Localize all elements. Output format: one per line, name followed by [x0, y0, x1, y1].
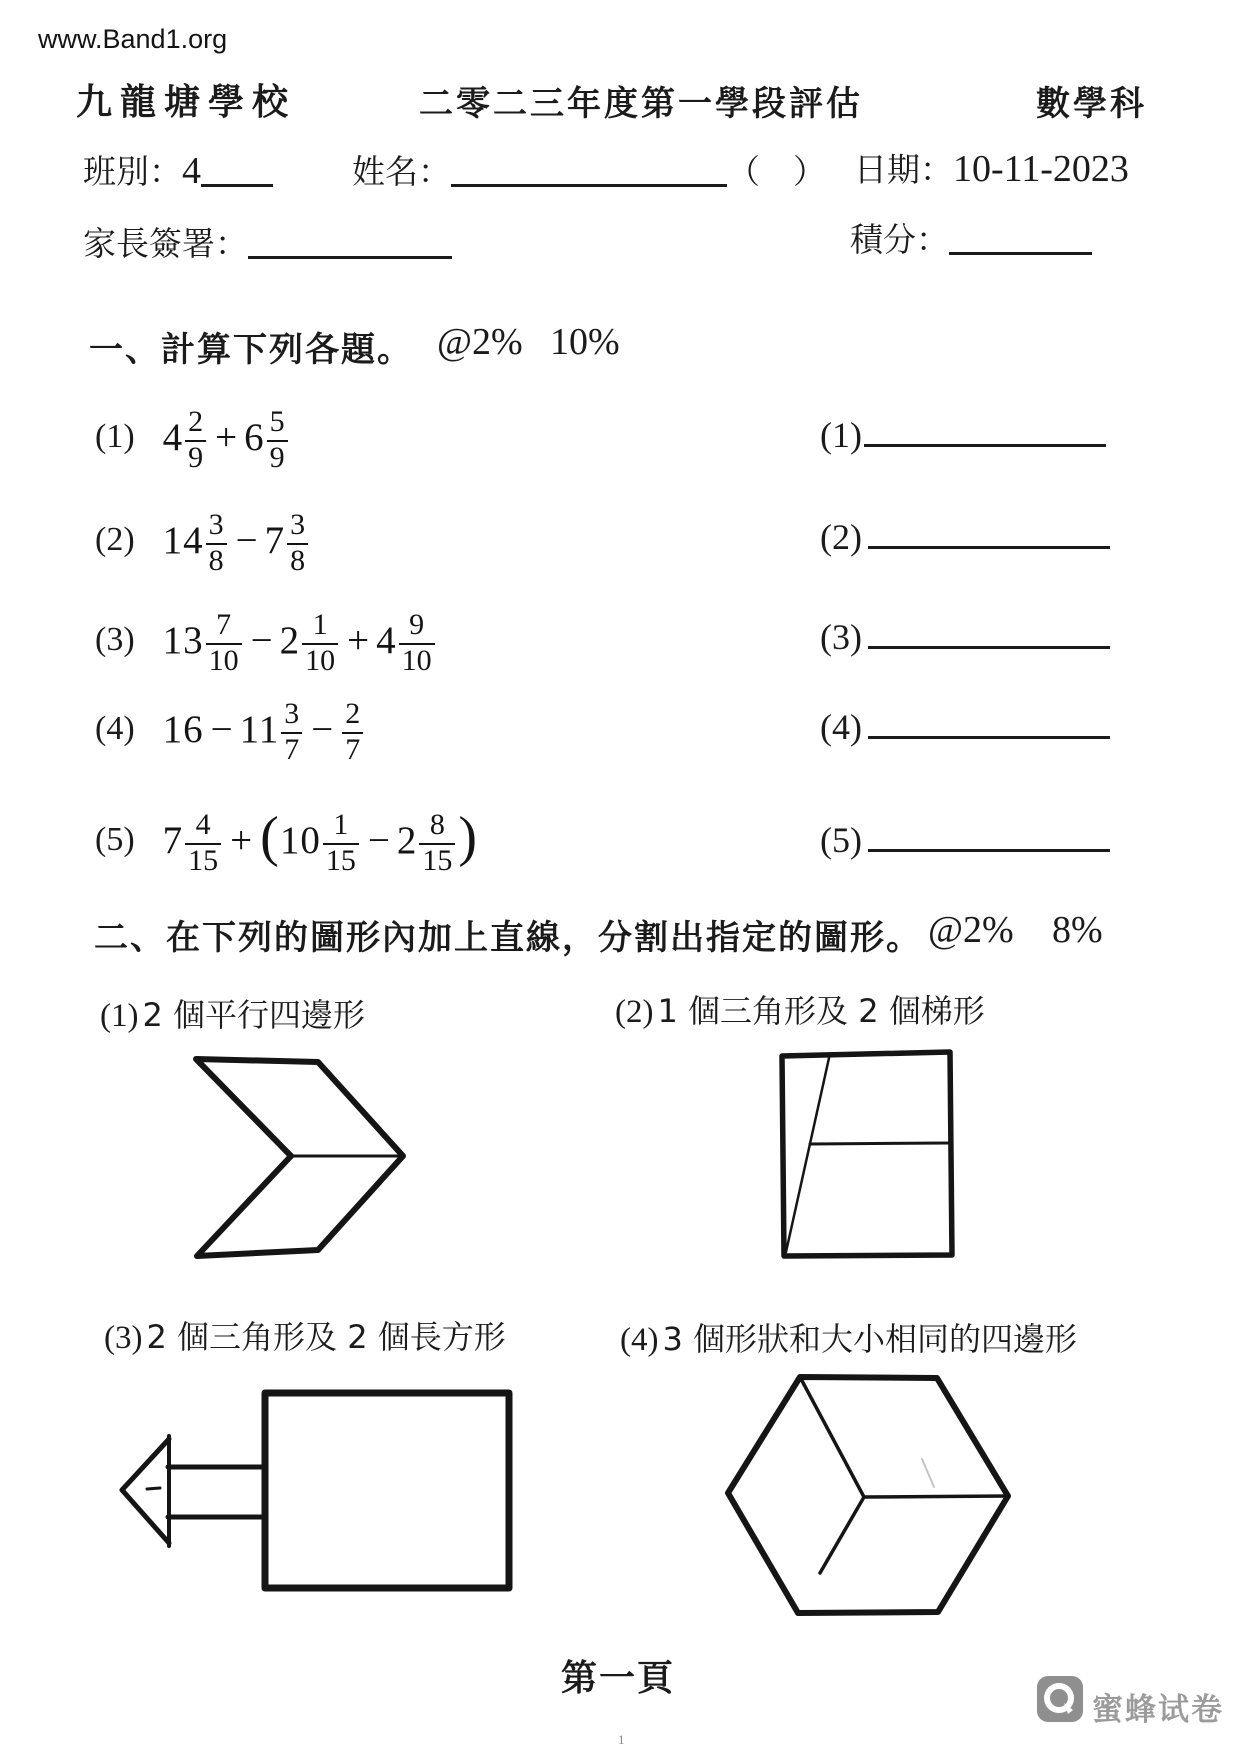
- item-number: (1): [100, 998, 139, 1034]
- section1-total-mark: 10%: [550, 321, 620, 363]
- section2-total-mark: 8%: [1052, 909, 1103, 951]
- answer-row-2: [820, 502, 1110, 558]
- watermark-url: www.Band1.org: [38, 24, 228, 54]
- item-number: (2): [615, 994, 654, 1030]
- problem-number: (4): [95, 710, 135, 747]
- section1-per-mark: @2%: [437, 321, 523, 363]
- square-shape: [782, 1052, 952, 1256]
- answer-number: (5): [820, 820, 862, 860]
- school-name: 九龍塘學校: [76, 82, 297, 123]
- section2-item-1-label: [100, 990, 365, 1036]
- item-number: (3): [104, 1320, 143, 1356]
- date-field: [854, 144, 1129, 191]
- answer-number: (2): [820, 517, 862, 557]
- problem-expression: 13 7 10 − 2 1 10 + 4 9 10: [163, 607, 437, 673]
- problem-number: (3): [95, 621, 135, 658]
- section2-item-4-label: [620, 1314, 1077, 1360]
- problem-row-1: [95, 397, 290, 477]
- item-text: 2 個平行四邊形: [142, 996, 366, 1034]
- class-value: 4: [182, 150, 201, 192]
- answer-row-3: [820, 602, 1110, 658]
- problem-expression: 16 − 11 3 7 − $\frac{2}{7}$: [163, 696, 366, 762]
- stray-mark: 1: [618, 1732, 625, 1747]
- problem-expression: 14 3 8 − 7 3 8: [163, 507, 311, 573]
- answer-blank: [864, 400, 1106, 447]
- problem-row-2: [95, 500, 310, 580]
- arrow-rectangle-shape: [122, 1393, 509, 1588]
- bee-exam-logo-glyph: [1037, 1676, 1083, 1722]
- chevron-shape: [196, 1059, 403, 1256]
- answer-blank: [868, 602, 1110, 649]
- subject-name: 數學科: [1036, 84, 1147, 124]
- dividing-line-y-bottom: [820, 1497, 864, 1573]
- seat-parens: （ ）: [727, 152, 826, 191]
- name-blank: [451, 154, 727, 187]
- item-text: 3 個形狀和大小相同的四邊形: [662, 1320, 1078, 1358]
- problem-number: (2): [95, 521, 135, 558]
- section2-title: 二、在下列的圖形內加上直線，分割出指定的圖形。: [94, 918, 922, 958]
- problem-row-5: [95, 800, 478, 880]
- class-blank: [201, 154, 273, 187]
- class-field: [83, 146, 273, 193]
- pencil-dash: [147, 1488, 160, 1489]
- page-number: 第一頁: [561, 1658, 676, 1699]
- answer-blank: [868, 805, 1110, 852]
- arrow-head: [122, 1439, 169, 1543]
- brand-name: 蜜蜂试卷: [1092, 1692, 1224, 1728]
- answer-row-1: [820, 400, 1106, 456]
- date-value: 10-11-2023: [953, 148, 1129, 190]
- score-blank: [949, 222, 1092, 255]
- problem-row-3: [95, 600, 437, 680]
- class-label: 班別：: [83, 152, 182, 191]
- answer-row-4: [820, 692, 1110, 748]
- answer-number: (3): [820, 617, 862, 657]
- parent-sign-label: 家長簽署：: [83, 224, 248, 263]
- answer-row-5: [820, 805, 1110, 861]
- problem-expression: 4 2 9 + 6 5 9: [163, 404, 290, 470]
- item-text: 2 個三角形及 2 個長方形: [146, 1318, 506, 1356]
- problem-row-4: [95, 689, 365, 769]
- section2-per-mark: @2%: [928, 909, 1014, 951]
- dividing-line-y-top: [800, 1377, 1008, 1497]
- section2-item-3-label: [104, 1312, 506, 1358]
- item-number: (4): [620, 1322, 659, 1358]
- problem-number: (1): [95, 418, 135, 455]
- section1-title: 一、計算下列各題。: [89, 330, 413, 370]
- brand-logo-icon: [1037, 1676, 1083, 1722]
- hexagon-shape: [728, 1377, 1008, 1613]
- problem-number: (5): [95, 821, 135, 858]
- parent-sign-field: [83, 218, 452, 265]
- smudge-mark: [922, 1459, 934, 1487]
- name-label: 姓名：: [352, 152, 451, 191]
- answer-blank: [868, 692, 1110, 739]
- score-field: [850, 214, 1092, 261]
- dividing-line-horizontal: [810, 1143, 949, 1144]
- answer-number: (1): [820, 415, 862, 455]
- dividing-line-diagonal: [786, 1058, 829, 1252]
- parent-sign-blank: [248, 226, 452, 259]
- answer-number: (4): [820, 707, 862, 747]
- section2-item-2-label: [615, 986, 985, 1032]
- name-field: [352, 146, 826, 193]
- problem-expression: 7 4 15 + ( 10 1 15 − 2 8 15 ): [162, 806, 477, 877]
- item-text: 1 個三角形及 2 個梯形: [657, 992, 985, 1030]
- exam-title: 二零二三年度第一學段評估: [419, 84, 863, 124]
- score-label: 積分：: [850, 220, 949, 259]
- date-label: 日期：: [854, 150, 953, 189]
- answer-blank: [868, 502, 1110, 549]
